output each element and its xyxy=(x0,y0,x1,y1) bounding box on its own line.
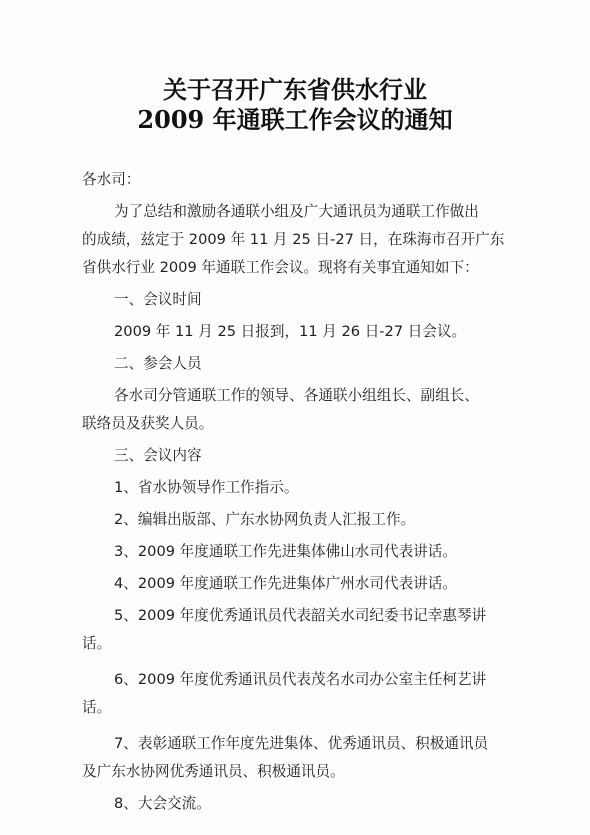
document-title-line-1: 关于召开广东省供水行业 xyxy=(163,75,427,104)
section-2-body-line: 联络员及获奖人员。 xyxy=(82,415,214,432)
agenda-item-6: 6、2009 年度优秀通讯员代表茂名水司办公室主任柯艺讲 xyxy=(114,671,487,688)
agenda-item-5: 5、2009 年度优秀通讯员代表韶关水司纪委书记幸惠琴讲 xyxy=(114,607,487,624)
document-title-line-2: 2009 年通联工作会议的通知 xyxy=(137,105,453,134)
agenda-item-7-cont: 及广东水协网优秀通讯员、积极通讯员。 xyxy=(82,763,345,780)
agenda-item-2: 2、编辑出版部、广东水协网负责人汇报工作。 xyxy=(114,511,416,528)
agenda-item-4: 4、2009 年度通联工作先进集体广州水司代表讲话。 xyxy=(114,575,457,592)
section-1-body: 2009 年 11 月 25 日报到，11 月 26 日-27 日会议。 xyxy=(114,323,467,340)
agenda-item-1: 1、省水协领导作工作指示。 xyxy=(114,479,299,496)
section-2-body-line: 各水司分管通联工作的领导、各通联小组组长、副组长、 xyxy=(114,387,479,404)
intro-paragraph-line: 省供水行业 2009 年通联工作会议。现将有关事宜通知如下： xyxy=(82,259,479,276)
intro-paragraph-line: 的成绩，兹定于 2009 年 11 月 25 日-27 日，在珠海市召开广东 xyxy=(82,231,505,248)
agenda-item-7: 7、表彰通联工作年度先进集体、优秀通讯员、积极通讯员 xyxy=(114,735,489,752)
agenda-item-3: 3、2009 年度通联工作先进集体佛山水司代表讲话。 xyxy=(114,543,457,560)
agenda-item-6-cont: 话。 xyxy=(82,699,112,716)
section-1-heading: 一、会议时间 xyxy=(114,291,202,308)
document-body xyxy=(82,166,522,818)
intro-paragraph-line: 为了总结和激励各通联小组及广大通讯员为通联工作做出 xyxy=(114,203,479,220)
section-3-heading: 三、会议内容 xyxy=(114,447,202,464)
section-2-heading: 二、参会人员 xyxy=(114,355,202,372)
salutation: 各水司： xyxy=(82,171,141,188)
agenda-item-5-cont: 话。 xyxy=(82,635,112,652)
agenda-item-8: 8、大会交流。 xyxy=(114,795,211,812)
